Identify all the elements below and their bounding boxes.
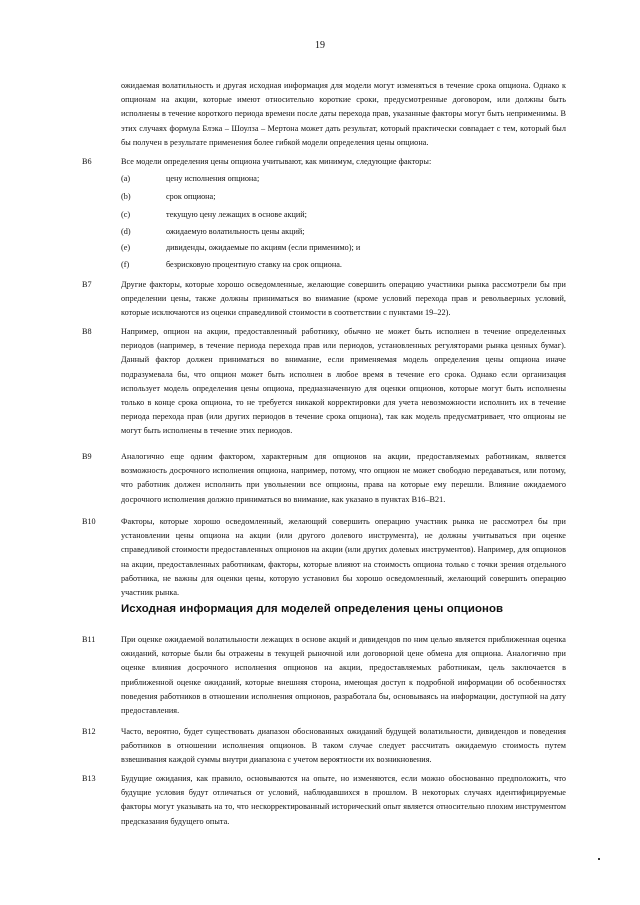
paragraph-text: Факторы, которые хорошо осведомленный, желающий совершить операцию участник рынка не рассмотрел бы при установлении цены опциона на акции (или другого долевого инструмента), не должны учитываться при оценке справедливой стоимости предоставленных опционов на акции (или других долевых инструментов). Например, для опционов на акции, предоставленных работникам, факторы, которые влияют на стоимость опциона только с точки зрения отдельного работника, не важны для оценки цены, которую установил бы хорошо осведомленный, желающий совершить операцию участник рынка. xyxy=(121,517,566,598)
paragraph-text: Будущие ожидания, как правило, основываются на опыте, но изменяются, если можно обоснованно предположить, что будущие условия будут отличаться от условий, наблюдавшихся в прошлом. В некоторых случаях идентифицируемые факторы могут указывать на то, что нескорректированный исторический опыт является относительно плохим инструментом предсказания будущего опыта. xyxy=(121,774,566,826)
list-label: (d) xyxy=(121,227,131,236)
paragraph-b7 xyxy=(82,278,566,321)
paragraph-number: B9 xyxy=(82,452,92,461)
intro-paragraph: ожидаемая волатильность и другая исходная информация для модели могут изменяться в течение срока опциона. Однако к опционам на акции, которые имеют относительно короткие сроки, предусмотренные договором, или должны быть исполнены в течение короткого периода времени после даты перехода прав, указанные факторы могут быть неприменимы. В этих случаях формула Блэка – Шоулза – Мертона может дать результат, который практически совпадает с тем, который был бы получен в результате применения более гибкой модели определения цены опциона. xyxy=(121,81,566,147)
scan-speck xyxy=(598,858,600,860)
paragraph-text: При оценке ожидаемой волатильности лежащих в основе акций и дивидендов по ним целью является приближенная оценка ожиданий, которые были бы отражены в текущей рыночной или договорной цене обмена для опциона. Аналогично при оценке влияния досрочного исполнения опционов на акции, предоставляемых работникам, цель заключается в приближенной оценке ожиданий, которые внешняя сторона, имеющая доступ к подробной информации об особенностях поведения работников в отношении исполнения опционов, разработала бы, основываясь на информации, доступной на дату предоставления. xyxy=(121,635,566,716)
list-text: безрисковую процентную ставку на срок опциона. xyxy=(166,260,342,269)
paragraph-b12 xyxy=(82,725,566,768)
list-text: цену исполнения опциона; xyxy=(166,174,260,183)
list-item xyxy=(121,172,566,186)
paragraph-number: B13 xyxy=(82,774,96,783)
paragraph-number: B7 xyxy=(82,280,92,289)
list-item xyxy=(121,258,566,272)
paragraph-number: B8 xyxy=(82,327,92,336)
list-item xyxy=(121,190,566,204)
paragraph-number: B12 xyxy=(82,727,96,736)
paragraph-number: B11 xyxy=(82,635,96,644)
list-text: ожидаемую волатильность цены акций; xyxy=(166,227,305,236)
list-label: (c) xyxy=(121,210,131,219)
paragraph-b8 xyxy=(82,325,566,439)
list-text: срок опциона; xyxy=(166,192,216,201)
paragraph-b13 xyxy=(82,772,566,829)
page-number: 19 xyxy=(315,40,325,51)
list-label: (f) xyxy=(121,260,130,269)
paragraph-number: B6 xyxy=(82,157,92,166)
list-label: (a) xyxy=(121,174,131,183)
paragraph-text: Часто, вероятно, будет существовать диапазон обоснованных ожиданий будущей волатильности, дивидендов и поведения работников в отношении исполнения опционов. В таком случае следует рассчитать ожидаемую стоимость путем взвешивания каждой суммы внутри диапазона с учетом вероятности их возникновения. xyxy=(121,727,566,765)
paragraph-b11 xyxy=(82,633,566,718)
list-label: (e) xyxy=(121,243,131,252)
list-text: дивиденды, ожидаемые по акциям (если применимо); и xyxy=(166,243,361,252)
paragraph-b9 xyxy=(82,450,566,507)
paragraph-number: B10 xyxy=(82,517,96,526)
paragraph-text: Все модели определения цены опциона учитывают, как минимум, следующие факторы: xyxy=(121,157,432,166)
paragraph-text: Аналогично еще одним фактором, характерным для опционов на акции, предоставляемых работникам, является возможность досрочного исполнения опциона, например, потому, что опцион не может свободно передаваться, или потому, что работник должен исполнить при увольнении все опционы, права на которые ему перешли. Влияние ожидаемого досрочного исполнения должно приниматься во внимание, как указано в пунктах B16–B21. xyxy=(121,452,566,504)
paragraph-text: Например, опцион на акции, предоставленный работнику, обычно не может быть исполнен в течение определенных периодов (например, в течение периода перехода прав или периодов, установленных регуляторами рынка ценных бумаг). Данный фактор должен приниматься во внимание, если применяемая модель определения цены опциона иначе подразумевала бы, что опцион может быть исполнен в любое время в течение его срока. Однако если организация использует модель определения цены опциона, предназначенную для оценки опционов, которые могут быть исполнены только в конце срока опциона, то не требуется никакой корректировки для учета невозможности исполнить их в течение периода перехода прав (или других периодов в течение срока опциона), так как модель предусматривает, что опционы не могут быть исполнены в течение этих периодов. xyxy=(121,327,566,436)
list-text: текущую цену лежащих в основе акций; xyxy=(166,210,307,219)
list-label: (b) xyxy=(121,192,131,201)
list-item xyxy=(121,208,566,222)
list-item xyxy=(121,241,566,255)
paragraph-text: Другие факторы, которые хорошо осведомленные, желающие совершить операцию участники рынка рассмотрели бы при определении цены, также должны приниматься во внимание (кроме условий перехода прав и револьверных условий, которые исключаются из оценки справедливой стоимости в соответствии с пунктами 19–22). xyxy=(121,280,566,318)
paragraph-b10 xyxy=(82,515,566,600)
paragraph-b6 xyxy=(82,155,566,169)
list-item xyxy=(121,225,566,239)
section-heading: Исходная информация для моделей определения цены опционов xyxy=(121,603,504,615)
